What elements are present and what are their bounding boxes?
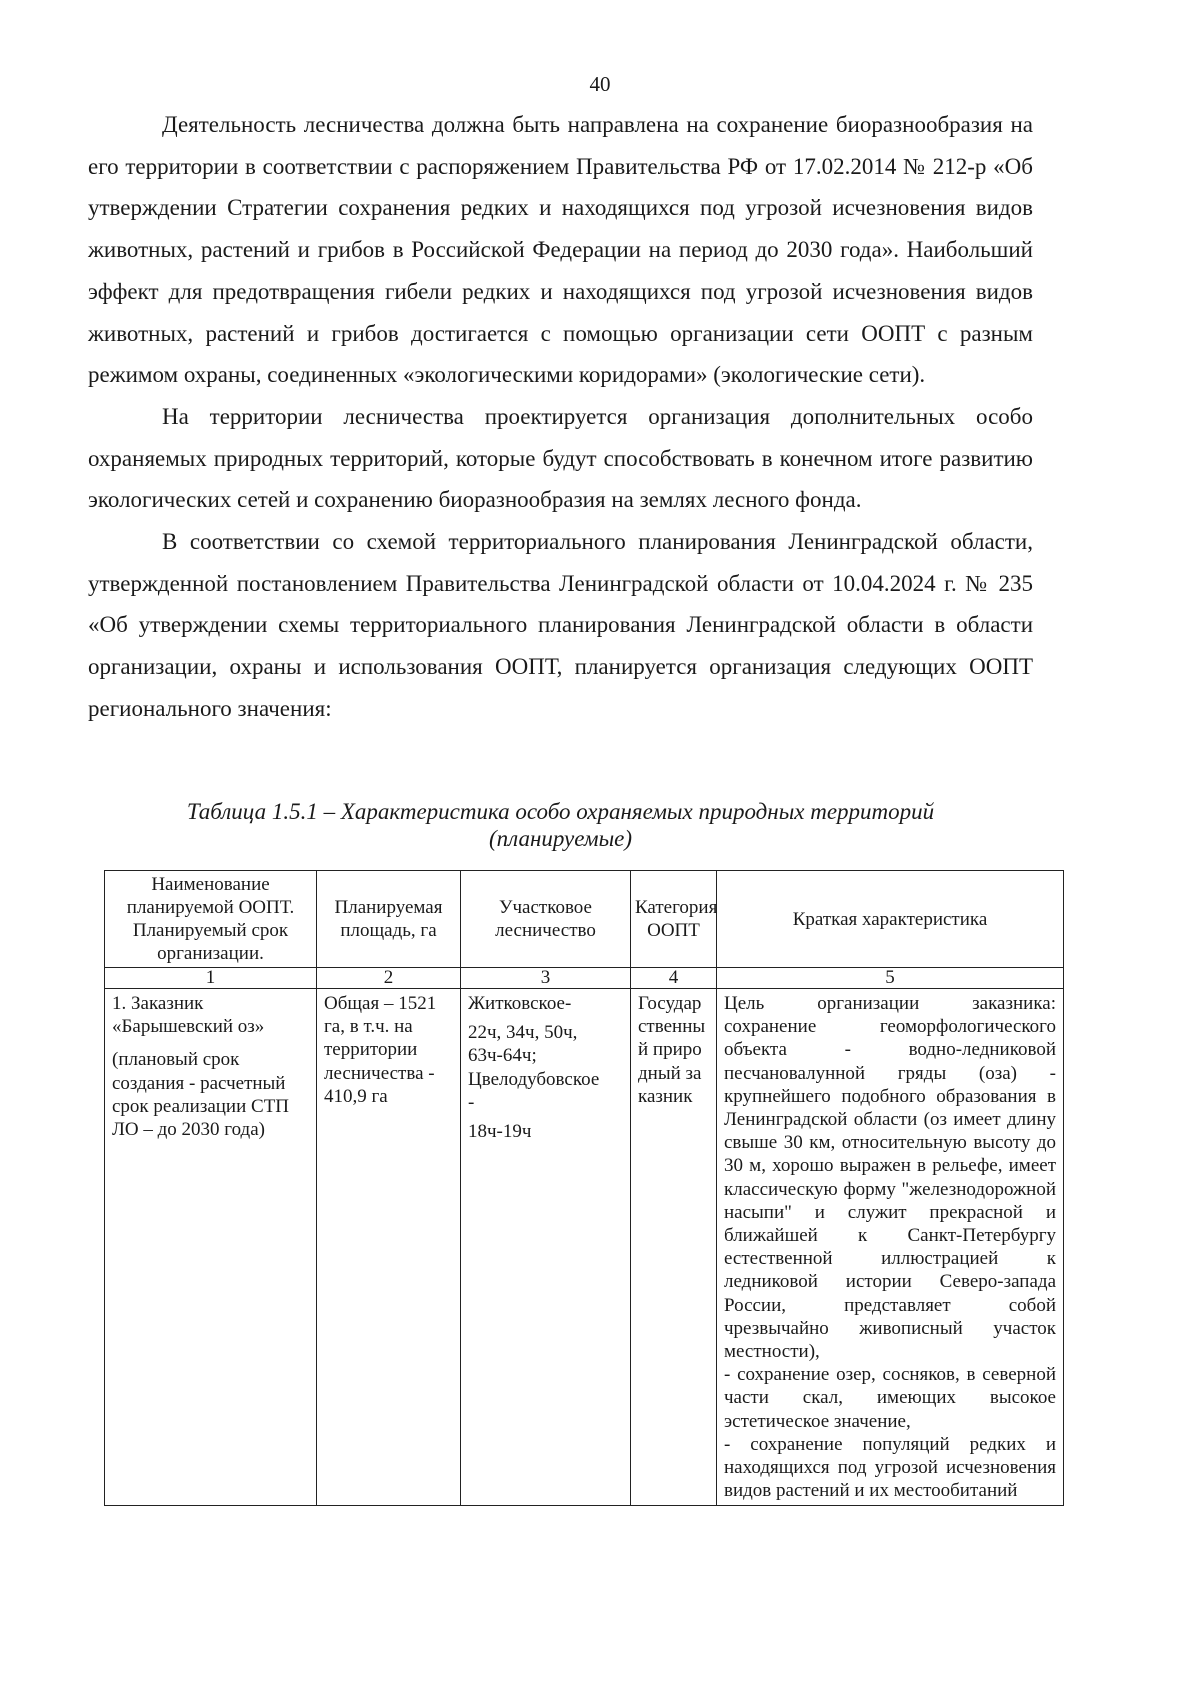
reserve-area: Общая – 1521 га, в т.ч. на территории лесничества - 410,9 га — [324, 993, 437, 1107]
table-caption-subtitle: (планируемые) — [488, 826, 633, 851]
page-number: 40 — [589, 72, 611, 96]
paragraph-protected-areas: На территории лесничества проектируется организация дополнительных особо охраняемых природных территорий, которые будут способствовать в конечном итоге развитию экологических сетей и сохранению биоразнообразия на землях лесного фонда. — [88, 403, 1033, 513]
description-populations: - сохранение популяций редких и находящихся под угрозой исчезновения видов растений и их местообитаний — [724, 1433, 1056, 1502]
cell-area — [317, 989, 461, 1506]
description-lakes: - сохранение озер, сосняков, в северной части скал, имеющих высокое эстетическое значение, — [724, 1364, 1056, 1432]
reserve-term: (плановый срок создания - расчетный срок реализации СТП ЛО – до 2030 года) — [112, 1049, 290, 1141]
header-name: Наименование планируемой ООПТ. Планируемый срок организации. — [105, 871, 317, 968]
oopt-table — [104, 870, 1064, 1506]
table-caption-title: Таблица 1.5.1 – Характеристика особо охраняемых природных территорий — [186, 799, 935, 824]
forestry-quarters-1: 22ч, 34ч, 50ч, 63ч-64ч; — [468, 1022, 578, 1067]
cell-description — [717, 989, 1064, 1506]
column-number: 1 — [105, 968, 317, 989]
description-goal: Цель организации заказника: сохранение геоморфологического объекта - водно-ледниковой песчановалунной гряды (оза) - крупнейшего подобного образования в Ленинградской области (оз имеет длину свыше 30 км, относительную высоту до 30 м, хорошо выражен в рельефе, имеет классическую форму "железнодорожной насыпи" и служит прекрасной и ближайшей к Санкт-Петербургу естественной иллюстрацией к ледниковой истории Северо-запада России, представляет собой чрезвычайно живописный участок местности), — [724, 993, 1056, 1363]
header-category: Категория ООПТ — [631, 871, 717, 968]
cell-forestry — [461, 989, 631, 1506]
table-caption — [88, 798, 1033, 852]
forestry-name-1: Житковское- — [468, 993, 572, 1014]
header-description: Краткая характеристика — [717, 871, 1064, 968]
paragraph-territorial-planning: В соответствии со схемой территориального планирования Ленинградской области, утвержденной постановлением Правительства Ленинградской области от 10.04.2024 г. № 235 «Об утверждении схемы территориального планирования Ленинградской области в области организации, охраны и использования ООПТ, планируется организация следующих ООПТ регионального значения: — [88, 529, 1033, 721]
cell-name — [105, 989, 317, 1506]
column-number: 5 — [717, 968, 1064, 989]
column-number: 2 — [317, 968, 461, 989]
paragraph-biodiversity: Деятельность лесничества должна быть направлена на сохранение биоразнообразия на его территории в соответствии с распоряжением Правительства РФ от 17.02.2014 № 212-р «Об утверждении Стратегии сохранения редких и находящихся под угрозой исчезновения видов животных, растений и грибов в Российской Федерации на период до 2030 года». Наибольший эффект для предотвращения гибели редких и находящихся под угрозой исчезновения видов животных, растений и грибов достигается с помощью организации сети ООПТ с разным режимом охраны, соединенных «экологическими коридорами» (экологические сети). — [88, 112, 1033, 388]
header-forestry: Участковое лесничество — [461, 871, 631, 968]
forestry-quarters-2: 18ч-19ч — [468, 1121, 532, 1143]
column-number: 3 — [461, 968, 631, 989]
cell-category — [631, 989, 717, 1506]
header-area: Планируемая площадь, га — [317, 871, 461, 968]
column-numbers-row — [105, 968, 1064, 989]
column-number: 4 — [631, 968, 717, 989]
reserve-category: Государственный природный заказник — [638, 993, 706, 1107]
body-text — [88, 104, 1033, 730]
table-row — [105, 989, 1064, 1506]
forestry-name-2: Цвелодубовское - — [468, 1068, 600, 1113]
reserve-name: 1. Заказник «Барышевский оз» — [112, 993, 265, 1038]
table-header-row — [105, 871, 1064, 968]
